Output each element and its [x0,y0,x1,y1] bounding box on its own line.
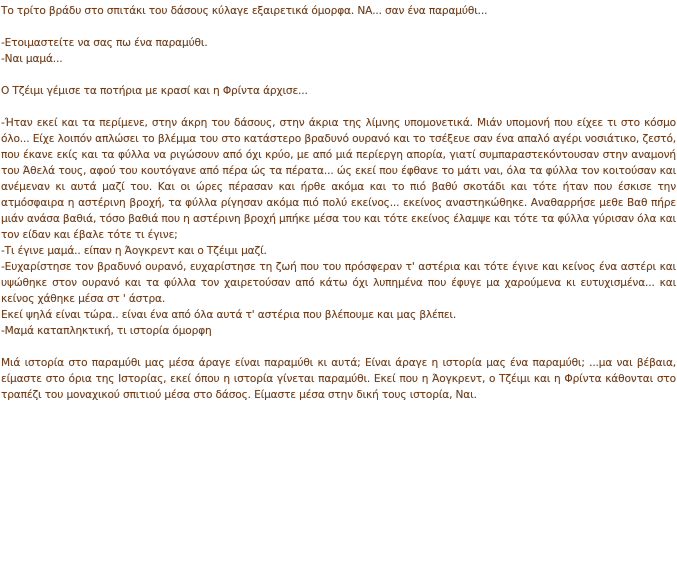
paragraph-tale-ending: -Ευχαρίστησε τον βραδυνό ουρανό, ευχαρίστησε τη ζωή που του πρόσφεραν τ' αστέρια και τότε έγινε και κείνος ένα αστέρι και υψώθηκε στον ουρανό και τα φύλλα τον χαιρετούσαν από κάτω όχι λυπημένα που έφυγε μα χαρούμενα κι ευτυχισμένα... και κείνος χάθηκε μέσα στ ' άστρα. [1,261,676,305]
dialogue-line: -Ετοιμαστείτε να σας πω ένα παραμύθι. [1,37,208,49]
paragraph-gap [1,99,676,115]
dialogue-line: -Ναι μαμά... [1,53,63,65]
paragraph-gap [1,67,676,83]
paragraph-closing: Μιά ιστορία στο παραμύθι μας μέσα άραγε είναι παραμύθι κι αυτά; Είναι άραγε η ιστορία μας ένα παραμύθι; ...μα ναι βέβαια, είμαστε στο όρια της Ιστορίας, εκεί όπου η ιστορία γίνεται παραμύθι. Εκεί που η Άογκρεντ, ο Τζέιμι και η Φρίντα κάθονται στο τραπέζι του μοναχικού σπιτιού μέσα στο δάσος. Είμαστε μέσα στην δική τους ιστορία, Ναι. [1,357,676,401]
paragraph-gap [1,19,676,35]
paragraph-gap [1,339,676,355]
dialogue-line: -Μαμά καταπληκτική, τι ιστορία όμορφη [1,325,212,337]
paragraph-intro: Το τρίτο βράδυ στο σπιτάκι του δάσους κύλαγε εξαιρετικά όμορφα. ΝΑ... σαν ένα παραμύθι... [1,5,488,17]
paragraph-star: Εκεί ψηλά είναι τώρα.. είναι ένα από όλα αυτά τ' αστέρια που βλέπουμε και μας βλέπει. [1,309,457,321]
paragraph-tale: -Ήταν εκεί και τα περίμενε, στην άκρη του δάσους, στην άκρια της λίμνης υπομονετικά. Μιάν υπομονή που είχεε τι στο κόσμο όλο... Είχε λοιπόν απλώσει το βλέμμα του στο κατάστερο βραδυνό ουρανό και το τσέξευε σαν ένα απαλό αγέρι νοσιάτικο, ζεστό, που έκανε εκίς και τα φύλλα να ριγώσουν από όχι κρύο, με από μιά περίεργη απορία, γιατί συμπαραστεκόντουσαν στην αναμονή του Άθελά τους, αφού του κουτόγανε από πέρα ώς τα πέρατα... ώς εκεί που έφθανε το μάτι ναι, όλα τα φύλλα τον κοιτούσαν και ανέμεναν κι αυτά μαζί του. Και οι ώρες πέρασαν και ήρθε ακόμα και το πιό βαθύ σκοτάδι και τότε ήταν που έσκισε την ατμόσφαιρα η αστέρινη βροχή, τα φύλλα ρίγησαν ακόμα πιό πολύ εκείνος... εκείνος αναστηκώθηκε. Αναθαρρήσε μεθε Βαθ πήρε μιάν ανάσα βαθιά, τόσο βαθιά που η αστέρινη βροχή μπήκε μέσα του και τότε εκείνος έλαμψε και τότε τα φύλλα γύρισαν όλα και τον είδαν και έβαλε τότε τι έγινε; [1,117,676,241]
story-page [1,3,676,403]
paragraph-narration: Ο Τζέιμι γέμισε τα ποτήρια με κρασί και η Φρίντα άρχισε... [1,85,308,97]
dialogue-line: -Τι έγινε μαμά.. είπαν η Άογκρεντ και ο Τζέιμι μαζί. [1,245,267,257]
